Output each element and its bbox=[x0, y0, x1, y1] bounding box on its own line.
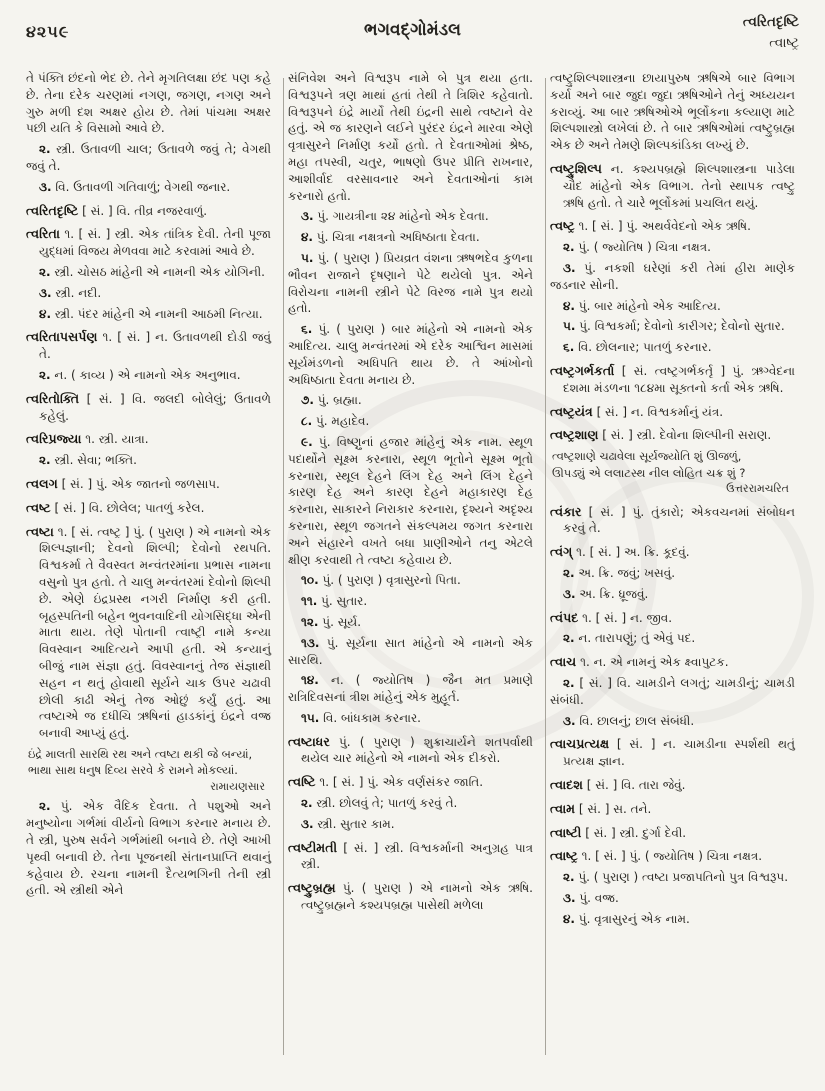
sense-item: ૧૩. પું. સૂર્યના સાત માંહેનો એ નામનો એક સારથિ. bbox=[287, 635, 533, 667]
dictionary-entry: ત્વરિતા ૧. [ સં. ] સ્ત્રી. એક તાંત્રિક દેવી. તેની પૂજા યુદ્ધમાં વિજય મેળવવા માટે કરવામાં આવે છે. bbox=[26, 226, 272, 259]
sense-number: ૩. bbox=[562, 890, 576, 905]
dictionary-entry: ત્વષ્ટ્રુશિલ્પ ન. કશ્યપબ્રહ્મે શિલ્પશાસ્ત્રના પાડેલા ચૌદ માંહેનો એક વિભાગ. તેનો સ્થાપક ત્વષ્ટ્રુ ઋષિ હતો. તે ચારે ભૂર્લોકમાં પ્રચલિત થયું. bbox=[549, 160, 795, 210]
headword: ત્વષ્ટ્ર bbox=[549, 218, 575, 234]
headword: ત્વંકાર bbox=[549, 503, 582, 519]
headword: ત્વષ્ટ્રશાણ bbox=[549, 427, 599, 443]
sense-item: ૩. પું. વજ્ર. bbox=[562, 890, 619, 905]
sense-item: ૩. સ્ત્રી. સુતાર કામ. bbox=[300, 816, 395, 831]
sense-number: ૪. bbox=[300, 230, 313, 245]
headword: ત્વાષ્ટી bbox=[549, 824, 582, 840]
sense-item: ૬. વિ. છોલનાર; પાતળું કરનાર. bbox=[562, 340, 712, 355]
book-title: ભગવદ્ગોમંડલ bbox=[364, 20, 461, 40]
dictionary-entry: ત્વલગ [ સં. ] પું. એક જાતનો જળસાપ. bbox=[26, 475, 220, 491]
sense-item: ૨. સ્ત્રી. ઉતાવળી ચાલ; ઉતાવળે જવું તે; વેગથી જવું તે. bbox=[26, 142, 272, 173]
dictionary-entry: ત્વાચ ૧. ન. એ નામનું એક ક્ષ્વાપુટક. bbox=[549, 654, 729, 670]
dictionary-entry: ત્વંગ્ ૧. [ સં. ] અ. ક્રિ. કૂદવું. bbox=[549, 544, 690, 560]
headword: ત્વરિતા bbox=[26, 226, 60, 242]
sense-number: ૧૪. bbox=[300, 673, 319, 688]
sense-item: ૪. પું. વૃત્રાસુરનું એક નામ. bbox=[562, 911, 690, 926]
sense-item: ૨. સ્ત્રી. છોલવું તે; પાતળું કરવું તે. bbox=[300, 796, 458, 811]
sense-item: ૪. પું. ચિત્રા નક્ષત્રનો અધિષ્ઠાતા દેવતા. bbox=[300, 230, 480, 245]
sense-number: ૨. bbox=[39, 799, 51, 814]
dictionary-entry: ત્વાદશ [ સં. ] વિ. તારા જેવું. bbox=[549, 776, 686, 792]
sense-number: ૪. bbox=[562, 298, 575, 313]
sense-item: ૨. પું. એક વૈદિક દેવતા. તે પશુઓ અને મનુષ્યોના ગર્ભમાં વીર્યનો વિભાગ કરનાર મનાય છે. તે સ્ત્રી, પુરુષ સર્વને ગર્ભમાંથી બનાવે છે. તેણે આખી પૃથ્વી બનાવી છે. તેના પૂજનથી સંતાનપ્રાપ્તિ થવાનું કહેવાય છે. રચના નામની દૈત્યભગિની તેની સ્ત્રી હતી. એ સ્ત્રીથી એને bbox=[26, 799, 272, 898]
dictionary-entry: ત્વંપદ ૧. [ સં. ] ન. જીવ. bbox=[549, 609, 673, 625]
text-paragraph: સંનિવેશ અને વિશ્વરૂપ નામે બે પુત્ર થયા હતા. વિશ્વરૂપને ત્રણ માથાં હતાં તેથી તે ત્રિશિર કહેવાતો. વિશ્વરૂપને ઇંદ્રે માર્યો તેથી ઇંદ્રની સાથે ત્વષ્ટાને વેર હતું. એ જ કારણને લઈને પુરંદર ઇંદ્રને મારવા એણે વૃત્રાસુરને નિર્માણ કર્યો હતો. તે દેવતાઓમાં શ્રેષ્ઠ, મહા તપસ્વી, ચતુર, ભાષણો ઉપર પ્રીતિ રાખનાર, આશીર્વાદ વરસાવનાર અને દેવતાઓનાં કામ કરનારો હતો. bbox=[287, 71, 533, 203]
sense-number: ૪. bbox=[562, 911, 575, 926]
dictionary-entry: ત્વષ્ટ્રયંત્ર [ સં. ] ન. વિશ્વકર્માનું યંત્ર. bbox=[549, 403, 724, 419]
sense-item: ૧૨. પું. સૂર્ય. bbox=[300, 614, 362, 629]
dictionary-entry: ત્વામ [ સં. ] સ. તને. bbox=[549, 800, 652, 816]
guide-words bbox=[743, 12, 799, 54]
dictionary-entry: ત્વાષ્ટી [ સં. ] સ્ત્રી. દુર્ગા દેવી. bbox=[549, 824, 687, 840]
sense-number: ૧૩. bbox=[300, 635, 320, 650]
headword: ત્વંપદ bbox=[549, 609, 579, 625]
headword: ત્વાદશ bbox=[549, 776, 583, 792]
headword: ત્વષ્ટાધર bbox=[287, 733, 330, 749]
dictionary-entry: ત્વષ્ટ્ર ૧. [ સં. ] પું. અથર્વવેદનો એક ઋષિ. bbox=[549, 218, 751, 234]
dictionary-entry: ત્વષ્ટ્રગર્ભકર્તા [ સં. ત્વષ્ટ્રગર્ભકર્તૃ ] પું. ઋગ્વેદના દશમા મંડળના ૧૮૪મા સૂક્તનો કર્તા એક ઋષિ. bbox=[549, 362, 795, 395]
sense-number: ૨. bbox=[39, 367, 51, 382]
sense-number: ૨. bbox=[300, 796, 313, 811]
dictionary-entry: ત્વષ્ટ્રુબ્રહ્મ પું. ( પુરાણ ) એ નામનો એક ઋષિ. ત્વષ્ટ્રુબ્રહ્મને કશ્યપબ્રહ્મ પાસેથી મળેલા bbox=[287, 880, 533, 913]
sense-number: ૩. bbox=[39, 179, 52, 194]
sense-item: ૧૪. ન. ( જ્યોતિષ ) જૈન મત પ્રમાણે રાત્રિદિવસનાં ત્રીશ માંહેનું એક મુહૂર્ત. bbox=[287, 673, 533, 705]
dictionary-entry: ત્વરિતદૃષ્ટિ [ સં. ] વિ. તીવ્ર નજરવાળું. bbox=[26, 202, 208, 218]
sense-item: ૫. પું. ( પુરાણ ) પ્રિયવ્રત વંશના ઋષભદેવ કુળના ભૌવન રાજાને દૃષણાને પેટે થયેલો પુત્ર. એને વિરોચના નામની સ્ત્રીને પેટે વિરજ નામે પુત્ર થયો હતો. bbox=[287, 250, 533, 316]
verse-quote: ઇંદ્રે માલતી સારથિ રથ અને ત્વષ્ટા થકી જે બન્યાં, ભાથા સાથ ધનુષ દિવ્ય સરવે કે રામને મોકલ્યાં. bbox=[28, 746, 253, 778]
dictionary-entry: ત્વાચપ્રત્યક્ષ [ સં. ] ન. ચામડીના સ્પર્શથી થતું પ્રત્યક્ષ જ્ઞાન. bbox=[549, 736, 795, 769]
headword: ત્વષ્ટ્રુબ્રહ્મ bbox=[287, 880, 336, 896]
column-1 bbox=[24, 70, 281, 1075]
sense-number: ૮. bbox=[300, 414, 313, 429]
dictionary-entry: ત્વષ્ટ [ સં. ] વિ. છોલેલ; પાતળું કરેલ. bbox=[26, 499, 205, 515]
dictionary-entry: ત્વષ્ટીમતી [ સં. ] સ્ત્રી. વિશ્વકર્માની અનુગ્રહ પાત્ર સ્ત્રી. bbox=[287, 839, 533, 872]
sense-number: ૩. bbox=[562, 586, 576, 601]
dictionary-entry: ત્વષ્ટ્રશાણ [ સં. ] સ્ત્રી. દેવોના શિલ્પીની સરાણ. bbox=[549, 427, 772, 443]
page-header bbox=[0, 0, 825, 62]
sense-item: ૯. પું. વિષ્ણુનાં હજાર માંહેનું એક નામ. સ્થૂળ પદાર્થોને સૂક્ષ્મ કરનારા, સ્થૂળ ભૂતોને સૂક્ષ્મ ભૂતો કરનારા, સ્થૂલ દેહને લિંગ દેહ અને લિંગ દેહને કારણ દેહ અને કારણ દેહને મહાકારણ દેહ કરનારા, સાકારને નિરાકાર કરનારા, દૃશ્યને અદૃશ્ય કરનારા, સ્થૂળ જગતને સંકલ્પમય જગત કરનારા અને સંહારને વખતે બધા પ્રાણીઓને તનુ એટલે ક્ષીણ કરવાથી તે ત્વષ્ટા કહેવાય છે. bbox=[287, 434, 533, 567]
sense-item: ૨. સ્ત્રી. સેવા; ભક્તિ. bbox=[39, 453, 137, 468]
guide-word-top: ત્વરિતદૃષ્ટિ bbox=[742, 14, 799, 30]
headword: ત્વષ્ટ bbox=[26, 499, 51, 515]
sense-number: ૨. bbox=[562, 631, 575, 646]
column-2 bbox=[286, 70, 543, 1075]
sense-item: ૨. [ સં. ] વિ. ચામડીને લગતું; ચામડીનું; ચામડી સંબંધી. bbox=[549, 675, 795, 707]
sense-number: ૪. bbox=[39, 306, 51, 321]
sense-number: ૧૨. bbox=[300, 614, 319, 629]
dictionary-entry: ત્વાષ્ટ્ર ૧. [ સં. ] પું. ( જ્યોતિષ ) ચિત્રા નક્ષત્ર. bbox=[549, 848, 763, 864]
sense-item: ૮. પું. મહાદેવ. bbox=[300, 414, 370, 429]
sense-number: ૧૦. bbox=[300, 573, 319, 588]
headword: ત્વાચ bbox=[549, 654, 577, 670]
verse-quote: ત્વષ્ટ્રશાણે ચઢાવેલા સૂર્યજ્યોતિ શું ઊજળું, ઊપડ્યું એ લલાટસ્થ નીલ લોહિત ચક્ર શું ? bbox=[551, 449, 746, 480]
column-3 bbox=[548, 70, 805, 1075]
sense-item: ૩. વિ. ઉતાવળી ગતિવાળું; વેગથી જનાર. bbox=[39, 179, 231, 194]
sense-number: ૩. bbox=[39, 285, 52, 300]
sense-number: ૨. bbox=[39, 453, 51, 468]
sense-item: ૩. સ્ત્રી. નદી. bbox=[39, 285, 102, 300]
sense-number: ૬. bbox=[562, 340, 575, 355]
headword: ત્વષ્ટ્રુશિલ્પ bbox=[549, 160, 602, 176]
sense-item: ૩. અ. ક્રિ. ધ્રૂજવું. bbox=[562, 586, 649, 601]
headword: ત્વલગ bbox=[26, 475, 58, 491]
guide-word-bottom: ત્વાષ્ટ્ર bbox=[769, 34, 799, 51]
headword: ત્વાચપ્રત્યક્ષ bbox=[549, 736, 610, 752]
headword: ત્વંગ્ bbox=[549, 544, 573, 560]
sense-item: ૨. પું. ( જ્યોતિષ ) ચિત્રા નક્ષત્ર. bbox=[562, 240, 711, 255]
sense-item: ૪. પું. બાર માંહેનો એક આદિત્ય. bbox=[562, 298, 721, 313]
dictionary-entry: ત્વષ્ટિ ૧. [ સં. ] પું. એક વર્ણસંકર જાતિ. bbox=[287, 774, 484, 790]
sense-item: ૨. સ્ત્રી. ચોસઠ માંહેની એ નામની એક યોગિની. bbox=[39, 264, 266, 279]
sense-number: ૨. bbox=[562, 565, 575, 580]
sense-number: ૩. bbox=[562, 260, 576, 275]
verse-attribution: રામાયણસાર bbox=[210, 779, 266, 793]
sense-number: ૫. bbox=[300, 250, 314, 265]
sense-number: ૩. bbox=[562, 713, 576, 728]
dictionary-entry: ત્વરિતોક્તિ [ સં. ] વિ. જલદી બોલેલું; ઉતાવળે કહેલું. bbox=[26, 390, 272, 423]
text-paragraph: તે પંક્તિ છંદનો ભેદ છે. તેને મૃગતિલક્ષા છંદ પણ કહે છે. તેના દરેક ચરણમાં નગણ, જગણ, નગણ અને ગુરુ મળી દશ અક્ષર હોય છે. તેમાં પાંચમા અક્ષર પછી યતિ કે વિસામો આવે છે. bbox=[26, 71, 272, 136]
sense-number: ૨. bbox=[39, 142, 51, 157]
sense-number: ૫. bbox=[562, 319, 576, 334]
sense-item: ૬. પું. ( પુરાણ ) બાર માંહેનો એ નામનો એક આદિત્ય. ચાલુ મન્વંતરમાં એ દરેક આશ્વિન માસમાં સૂર્યમંડળનો અધિપતિ થાય છે. તે આંખોનો અધિષ્ઠાતા દેવતા મનાય છે. bbox=[287, 322, 533, 387]
headword: ત્વષ્ટ્રગર્ભકર્તા bbox=[549, 362, 615, 378]
headword: ત્વષ્ટા bbox=[26, 523, 54, 539]
sense-number: ૧૫. bbox=[300, 710, 320, 725]
sense-number: ૨. bbox=[39, 264, 51, 279]
sense-item: ૨. ન. તારાપણું; તું એવું પદ. bbox=[562, 631, 696, 646]
sense-number: ૨. bbox=[562, 870, 575, 885]
sense-number: ૩. bbox=[300, 816, 314, 831]
headword: ત્વરિતદૃષ્ટિ bbox=[26, 202, 79, 218]
sense-item: ૨. ન. ( કાવ્ય ) એ નામનો એક અનુભાવ. bbox=[39, 367, 241, 382]
text-paragraph: ત્વષ્ટ્રુશિલ્પશાસ્ત્રના છાયાપુરુષ ઋષિએ બાર વિભાગ કર્યા અને બાર જુદા જુદા ઋષિઓને તેનું અધ્યયન કરાવ્યું. આ બાર ઋષિઓએ ભૂર્લોકના કલ્યાણ માટે શિલ્પશાસ્ત્રો લખેલાં છે. તે બાર ઋષિઓમાં ત્વષ્ટ્રુબ્રહ્મ એક છે અને તેમણે શિલ્પકાંડિકા લખ્યું છે. bbox=[549, 71, 795, 153]
sense-item: ૩. પું. ગાયત્રીના ૨૪ માંહેનો એક દેવતા. bbox=[300, 209, 489, 224]
column-divider bbox=[545, 70, 546, 1075]
sense-item: ૩. વિ. છાલનું; છાલ સંબંધી. bbox=[562, 713, 695, 728]
sense-number: ૨. bbox=[562, 675, 575, 690]
headword: ત્વષ્ટ્રયંત્ર bbox=[549, 403, 593, 419]
headword: ત્વરિતાપસર્પણ bbox=[26, 329, 98, 345]
dictionary-entry: ત્વષ્ટા ૧. [ સં. ત્વષ્ટ્ર ] પું. ( પુરાણ ) એ નામનો એક શિલ્પજ્ઞાની; દેવનો શિલ્પી; દેવોનો રથપતિ. વિશ્વકર્મા તે વૈવસ્વત મન્વંતરમાંના પ્રભાસ નામના વસુનો પુત્ર હતો. તે ચાલુ મન્વંતરમાં દેવોનો શિલ્પી છે. એણે ઇંદ્રપ્રસ્થ નગરી નિર્માણ કરી હતી. બૃહસ્પતિની બહેન ભુવનવાદિની યોગસિદ્ધા એની માતા થાય. તેણે પોતાની ત્વાષ્ટ્રી નામે કન્યા વિવસ્વાન આદિત્યને આપી હતી. એ કન્યાનું બીજું નામ સંજ્ઞા હતું. વિવસ્વાનનું તેજ સંજ્ઞાથી સહન ન થતું હોવાથી સૂર્યને ચાક ઉપર ચઢાવી છોલી કાઢી એનું તેજ ઓછું કર્યું હતું. આ ત્વષ્ટાએ જ દધીચિ ઋષિનાં હાડકાંનું ઇંદ્રને વજ્ર બનાવી આપ્યું હતું. bbox=[26, 523, 272, 741]
sense-item: ૧૫. વિ. બાંધકામ કરનાર. bbox=[300, 710, 421, 725]
headword: ત્વષ્ટિ bbox=[287, 774, 316, 790]
headword: ત્વરિતોક્તિ bbox=[26, 390, 80, 406]
sense-item: ૨. અ. ક્રિ. જવું; ખસવું. bbox=[562, 565, 676, 580]
text-columns bbox=[0, 62, 825, 1075]
sense-number: ૯. bbox=[300, 434, 313, 449]
sense-item: ૨. પું. ( પુરાણ ) ત્વષ્ટા પ્રજાપતિનો પુત્ર વિશ્વરૂપ. bbox=[562, 870, 789, 885]
sense-item: ૪. સ્ત્રી. પંદર માંહેની એ નામની આઠમી નિત્યા. bbox=[39, 306, 263, 321]
headword: ત્વામ bbox=[549, 800, 576, 816]
page-number: ૪૨૫૯ bbox=[26, 22, 70, 41]
sense-item: ૧૦. પું. ( પુરાણ ) વૃત્રાસુરનો પિતા. bbox=[300, 573, 461, 588]
verse-attribution: ઉત્તરરામચરિત bbox=[726, 482, 789, 496]
sense-number: ૨. bbox=[562, 240, 575, 255]
sense-item: ૫. પું. વિશ્વકર્મા; દેવોનો કારીગર; દેવોનો સુતાર. bbox=[562, 319, 785, 334]
sense-item: ૧૧. પું. સુતાર. bbox=[300, 594, 368, 609]
headword: ત્વરિપ્રજ્યા bbox=[26, 431, 82, 447]
sense-item: ૩. પું. નકશી ઘરેણાં કરી તેમાં હીરા માણેક જડનાર સોની. bbox=[549, 260, 795, 292]
dictionary-entry: ત્વરિપ્રજ્યા ૧. સ્ત્રી. યાત્રા. bbox=[26, 431, 149, 447]
sense-number: ૧૧. bbox=[300, 594, 318, 609]
sense-number: ૩. bbox=[300, 209, 314, 224]
sense-item: ૭. પું. બ્રહ્મા. bbox=[300, 393, 362, 408]
sense-number: ૭. bbox=[300, 393, 314, 408]
sense-number: ૬. bbox=[300, 322, 313, 337]
dictionary-entry: ત્વષ્ટાધર પું. ( પુરાણ ) શુક્રાચાર્યને શતપર્વાથી થયેલ ચાર માંહેનો એ નામનો એક દીકરો. bbox=[287, 733, 533, 766]
dictionary-entry: ત્વરિતાપસર્પણ ૧. [ સં. ] ન. ઉતાવળથી દોડી જવું તે. bbox=[26, 329, 272, 362]
column-divider bbox=[283, 70, 284, 1075]
headword: ત્વાષ્ટ્ર bbox=[549, 848, 578, 864]
dictionary-entry: ત્વંકાર [ સં. ] પું. તુંકારો; એકવચનમાં સંબોધન કરવું તે. bbox=[549, 503, 795, 536]
headword: ત્વષ્ટીમતી bbox=[287, 839, 338, 855]
